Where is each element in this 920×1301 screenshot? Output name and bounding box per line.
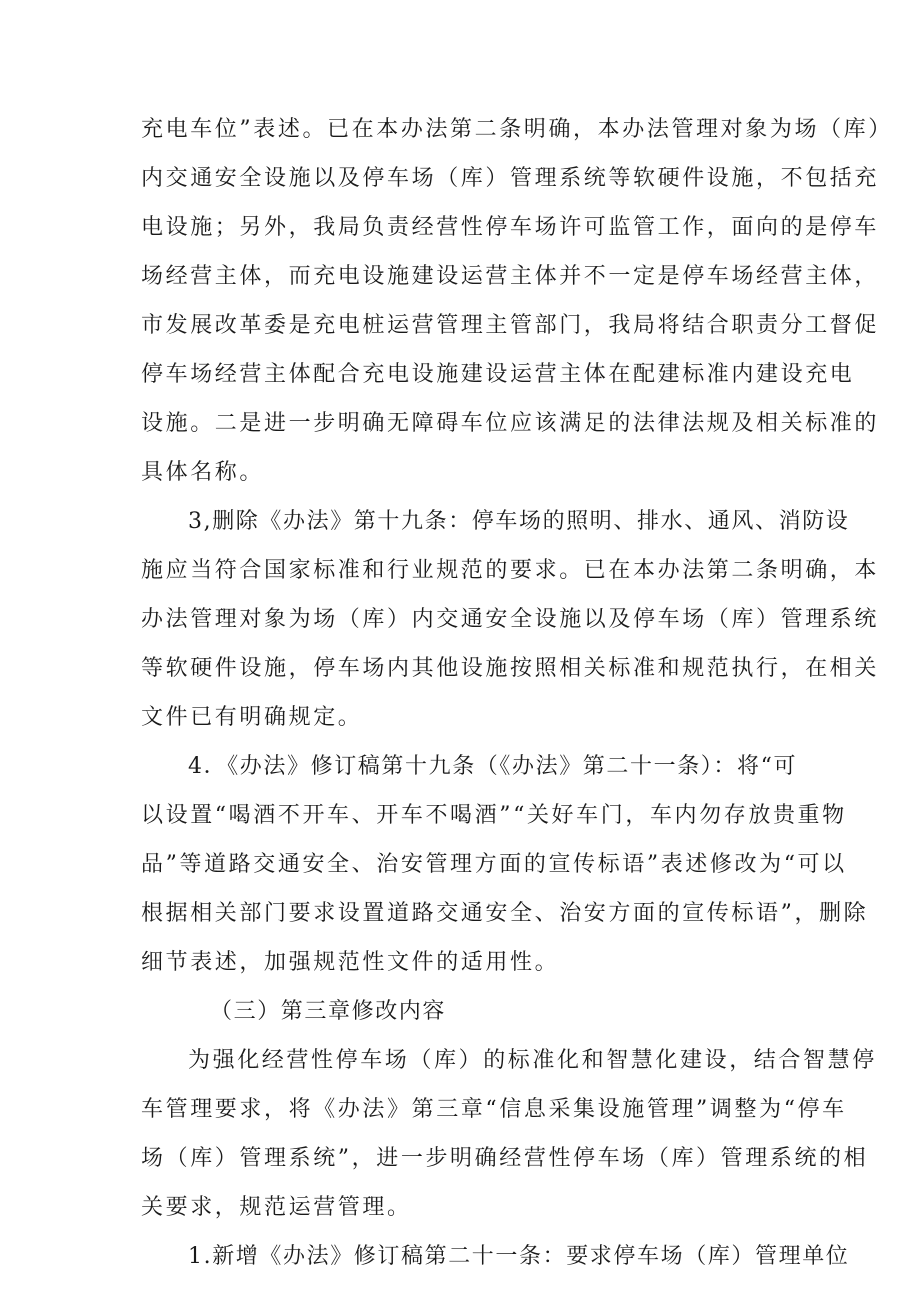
text-line: 品”等道路交通安全、治安管理方面的宣传标语”表述修改为“可以 [141,852,847,877]
text-line: 充电车位”表述。已在本办法第二条明确，本办法管理对象为场（库） [141,117,893,142]
paragraph-start: 为强化经营性停车场（库）的标准化和智慧化建设，结合智慧停 [188,1048,877,1073]
text-line: 等软硬件设施，停车场内其他设施按照相关标准和规范执行，在相关 [141,656,880,681]
text-line: 内交通安全设施以及停车场（库）管理系统等软硬件设施，不包括充 [141,166,880,191]
text-line: 电设施；另外，我局负责经营性停车场许可监管工作，面向的是停车 [141,215,880,240]
text-line: 文件已有明确规定。 [141,705,363,730]
text-line: 关要求，规范运营管理。 [141,1195,412,1220]
text-line: 停车场经营主体配合充电设施建设运营主体在配建标准内建设充电 [141,362,855,387]
text-line: 场（库）管理系统”，进一步明确经营性停车场（库）管理系统的相 [141,1146,869,1171]
text-line: 具体名称。 [141,460,265,485]
text-line: 细节表述，加强规范性文件的适用性。 [141,950,560,975]
text-line: 市发展改革委是充电桩运营管理主管部门，我局将结合职责分工督促 [141,313,880,338]
text-line: 车管理要求，将《办法》第三章“信息采集设施管理”调整为“停车 [141,1097,847,1122]
text-line: 根据相关部门要求设置道路交通安全、治安方面的宣传标语”，删除 [141,901,869,926]
paragraph-item-1: 1.新增《办法》修订稿第二十一条：要求停车场（库）管理单位 [188,1244,850,1269]
paragraph-item-3: 3,删除《办法》第十九条：停车场的照明、排水、通风、消防设 [188,509,850,534]
text-line: 以设置“喝酒不开车、开车不喝酒”“关好车门，车内勿存放贵重物 [141,803,847,828]
paragraph-item-4: 4．《办法》修订稿第十九条（《办法》第二十一条）：将“可 [188,754,798,779]
section-heading: （三）第三章修改内容 [210,999,447,1024]
text-line: 施应当符合国家标准和行业规范的要求。已在本办法第二条明确，本 [141,558,880,583]
text-line: 办法管理对象为场（库）内交通安全设施以及停车场（库）管理系统 [141,607,880,632]
text-line: 设施。二是进一步明确无障碍车位应该满足的法律法规及相关标准的 [141,411,880,436]
text-line: 场经营主体，而充电设施建设运营主体并不一定是停车场经营主体， [141,264,880,289]
